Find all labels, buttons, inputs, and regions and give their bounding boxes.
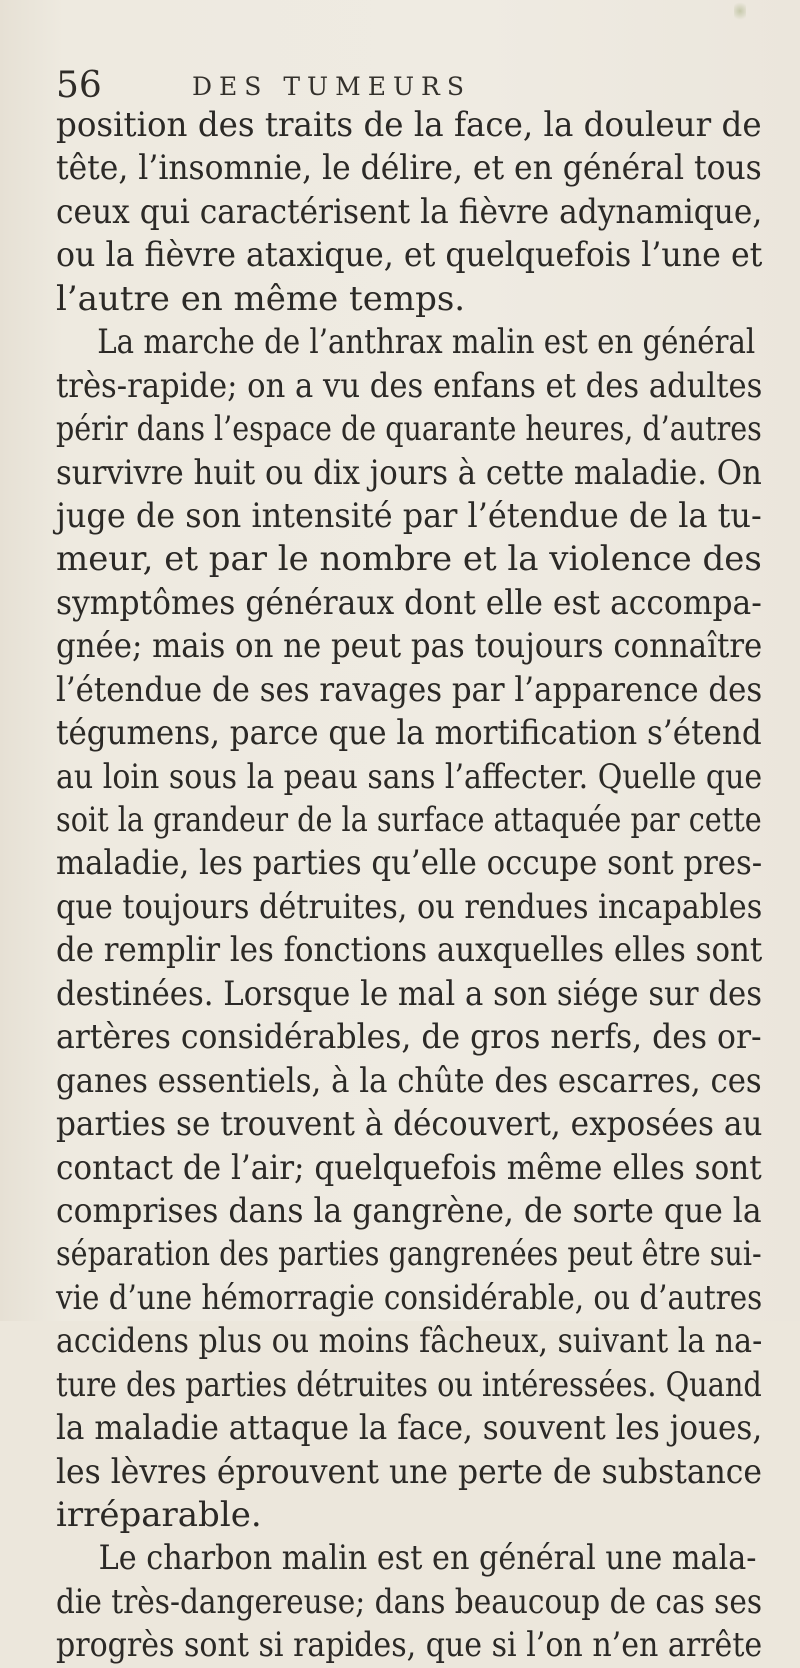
text-line: la maladie attaque la face, souvent les joues, xyxy=(56,1408,763,1449)
text-line: position des traits de la face, la douleur de xyxy=(56,105,762,145)
text-line: gnée; mais on ne peut pas toujours connaître xyxy=(56,626,763,667)
text-line: ceux qui caractérisent la fièvre adynamique, xyxy=(56,191,763,232)
text-line: les lèvres éprouvent une perte de substance xyxy=(56,1451,763,1492)
text-line: comprises dans la gangrène, de sorte que la xyxy=(56,1190,762,1231)
text-line: destinées. Lorsque le mal a son siége sur des xyxy=(56,973,763,1014)
body-text xyxy=(56,104,762,1668)
running-head: DES TUMEURS xyxy=(192,72,471,101)
text-line: tégumens, parce que la mortification s’étend xyxy=(56,713,762,754)
text-line: maladie, les parties qu’elle occupe sont pres- xyxy=(56,843,763,884)
page-stain xyxy=(734,0,746,22)
text-line: ganes essentiels, à la chûte des escarres, ces xyxy=(56,1060,762,1101)
text-line: accidens plus ou moins fâcheux, suivant la na- xyxy=(56,1321,763,1362)
text-line: survivre huit ou dix jours à cette maladie. On xyxy=(56,452,762,493)
text-line: que toujours détruites, ou rendues incapables xyxy=(56,886,763,927)
text-line: meur, et par le nombre et la violence des xyxy=(56,539,762,580)
text-line: ture des parties détruites ou intéressées. Quand xyxy=(56,1364,762,1405)
text-line: ou la fièvre ataxique, et quelquefois l’une et xyxy=(56,235,763,276)
paragraph-start-line: La marche de l’anthrax malin est en général xyxy=(97,322,756,363)
text-line: séparation des parties gangrenées peut être sui- xyxy=(56,1234,762,1275)
text-line: artères considérables, de gros nerfs, des or- xyxy=(56,1017,762,1058)
text-line: l’autre en même temps. xyxy=(56,278,466,319)
text-line: au loin sous la peau sans l’affecter. Quelle que xyxy=(56,756,763,797)
text-line: soit la grandeur de la surface attaquée par cette xyxy=(56,800,762,840)
text-line: l’étendue de ses ravages par l’apparence des xyxy=(56,669,763,710)
paragraph-start-line: Le charbon malin est en général une mala- xyxy=(98,1538,757,1579)
text-line: irréparable. xyxy=(56,1495,262,1535)
text-line: symptômes généraux dont elle est accompa- xyxy=(56,582,762,623)
text-line: vie d’une hémorragie considérable, ou d’autres xyxy=(56,1277,763,1318)
text-line: très-rapide; on a vu des enfans et des adultes xyxy=(56,365,763,406)
text-line: progrès sont si rapides, que si l’on n’en arrête xyxy=(56,1625,763,1666)
text-line: juge de son intensité par l’étendue de la tu- xyxy=(56,495,762,536)
text-line: de remplir les fonctions auxquelles elles sont xyxy=(56,930,763,971)
text-line: parties se trouvent à découvert, exposées au xyxy=(56,1104,763,1145)
text-line: tête, l’insomnie, le délire, et en général tous xyxy=(56,148,762,189)
page-number: 56 xyxy=(56,65,102,106)
text-line: contact de l’air; quelquefois même elles sont xyxy=(56,1147,762,1188)
text-line: die très-dangereuse; dans beaucoup de cas ses xyxy=(56,1581,763,1622)
text-line: périr dans l’espace de quarante heures, d’autres xyxy=(56,409,762,450)
page-header xyxy=(56,66,756,106)
